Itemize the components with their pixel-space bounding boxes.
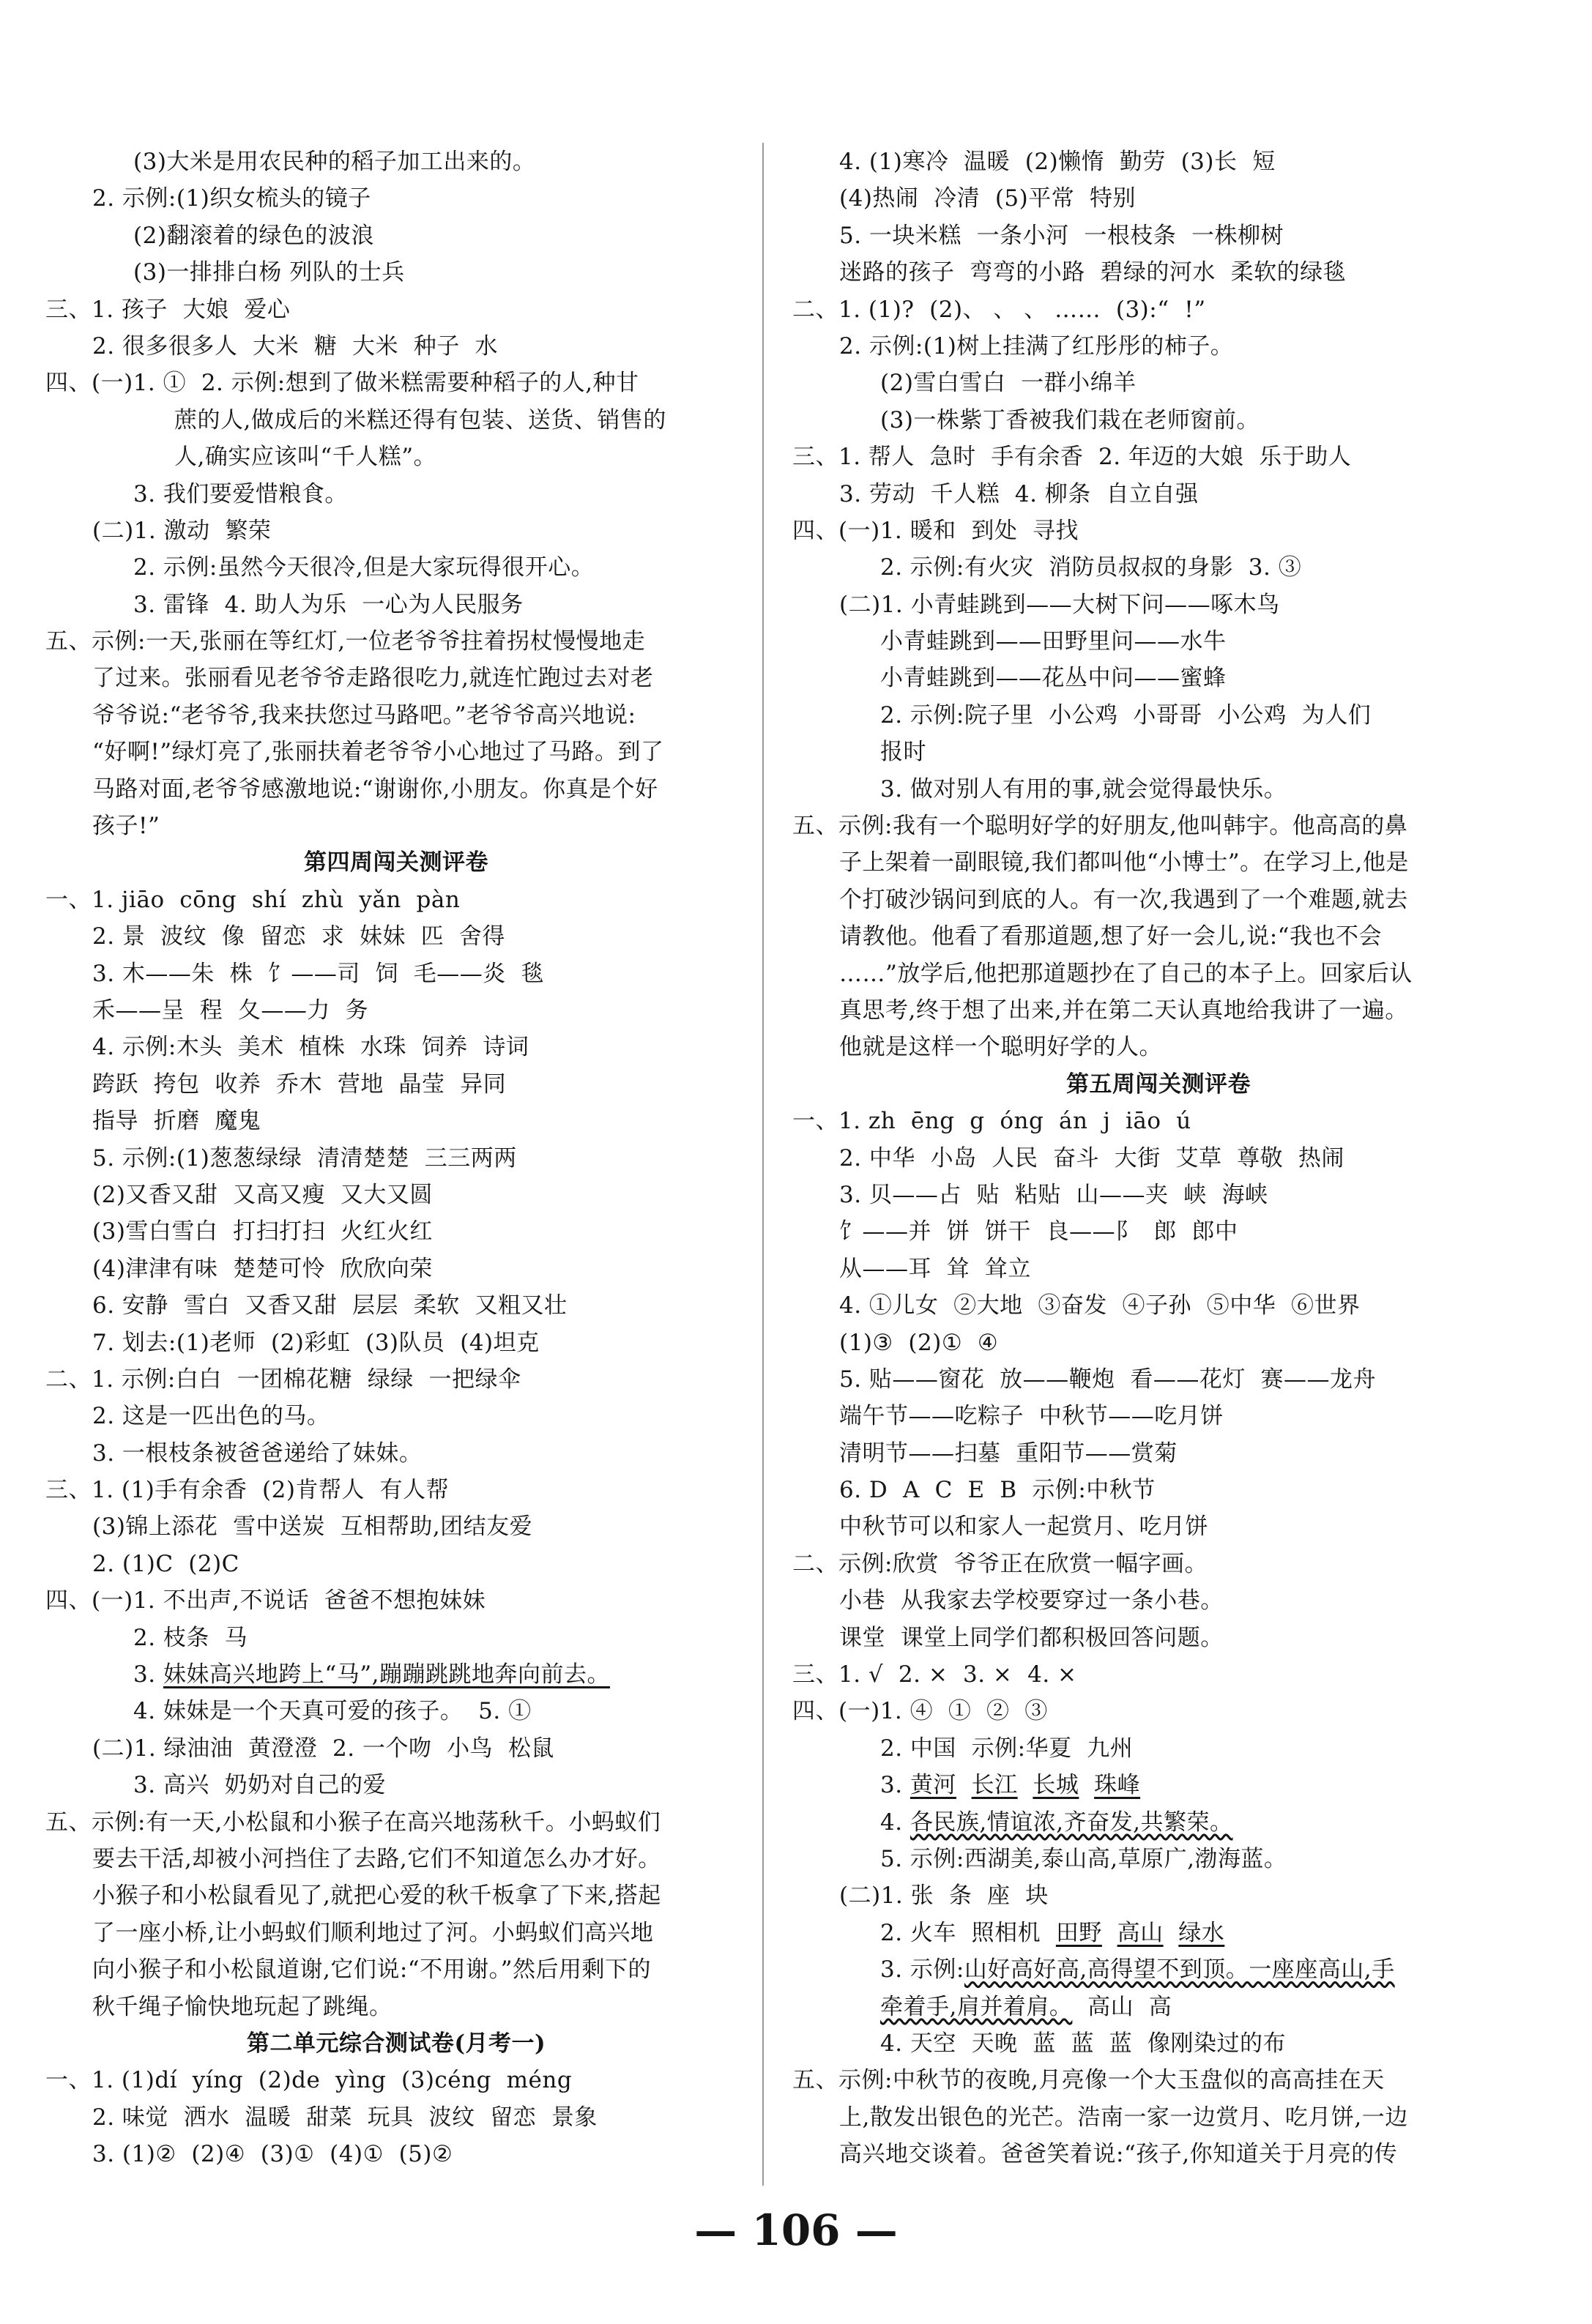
answer-line <box>792 513 1525 549</box>
answer-text: 2. 火车 照相机 <box>880 1919 1056 1946</box>
answer-line <box>45 1620 747 1656</box>
wavy-underlined-answer: 各民族,情谊浓,齐奋发,共繁荣。 <box>910 1809 1233 1836</box>
answer-text: 2. 示例:(1)织女梳头的镜子 <box>92 185 371 212</box>
right-column <box>792 144 1525 2172</box>
answer-line <box>45 1693 747 1729</box>
answer-line <box>45 623 747 660</box>
answer-line <box>45 291 747 328</box>
answer-line <box>792 918 1525 955</box>
answer-text: 3. 劳动 千人糕 4. 柳条 自立自强 <box>839 480 1199 507</box>
answer-text: 一、1. jiāo cōng shí zhù yǎn pàn <box>45 886 461 913</box>
answer-line <box>792 623 1525 660</box>
underlined-answer: 妹妹高兴地跨上“马”,蹦蹦跳跳地奔向前去。 <box>163 1661 610 1688</box>
answer-text: 从——耳 耸 耸立 <box>839 1255 1031 1282</box>
answer-line <box>45 992 747 1029</box>
answer-text: 要去干活,却被小河挡住了去路,它们不知道怎么办才好。 <box>92 1845 661 1872</box>
answer-line <box>792 1140 1525 1177</box>
answer-line <box>792 1546 1525 1582</box>
answer-text <box>1079 1772 1094 1798</box>
answer-text: 二、示例:欣赏 爷爷正在欣赏一幅字画。 <box>792 1550 1208 1577</box>
answer-line <box>792 1435 1525 1472</box>
left-column <box>45 144 747 2172</box>
answer-line <box>45 2062 747 2098</box>
answer-line <box>45 476 747 513</box>
answer-line <box>792 1730 1525 1767</box>
answer-text: 清明节——扫墓 重阳节——赏菊 <box>839 1440 1178 1467</box>
answer-line <box>45 549 747 586</box>
answer-line <box>45 1767 747 1803</box>
answer-text: 4. 妹妹是一个天真可爱的孩子。 5. ① <box>133 1698 532 1725</box>
answer-text: 第二单元综合测试卷(月考一) <box>246 2030 546 2057</box>
answer-text <box>1164 1920 1179 1946</box>
answer-text: 第四周闯关测评卷 <box>304 849 488 876</box>
answer-text: 中秋节可以和家人一起赏月、吃月饼 <box>839 1513 1208 1541</box>
answer-text <box>956 1772 972 1798</box>
answer-text: 个打破沙锅问到底的人。有一次,我遇到了一个难题,就去 <box>839 886 1408 913</box>
answer-text: (3)锦上添花 雪中送炭 互相帮助,团结友爱 <box>92 1513 533 1541</box>
answer-text: 爷爷说:“老爷爷,我来扶您过马路吧。”老爷爷高兴地说: <box>92 701 636 729</box>
answer-line <box>792 1951 1525 1988</box>
answer-line <box>45 1841 747 1877</box>
answer-text: 饣——并 饼 饼干 良——阝 郎 郎中 <box>839 1218 1238 1245</box>
answer-line <box>45 328 747 365</box>
answer-line <box>45 254 747 291</box>
answer-line <box>45 1325 747 1361</box>
answer-text: (2)雪白雪白 一群小绵羊 <box>880 370 1137 397</box>
answer-text: 高兴地交谈着。爸爸笑着说:“孩子,你知道关于月亮的传 <box>839 2141 1398 2168</box>
answer-line <box>45 1177 747 1213</box>
answer-line <box>45 1472 747 1508</box>
answer-line <box>792 2025 1525 2062</box>
answer-line <box>792 2062 1525 2098</box>
answer-line <box>45 2136 747 2172</box>
answer-text: 3. 雷锋 4. 助人为乐 一心为人民服务 <box>133 591 524 618</box>
answer-text: 3. 木——朱 株 饣——司 饲 毛——炎 毯 <box>92 960 544 987</box>
answer-line <box>792 660 1525 696</box>
answer-text: 5. 示例:(1)葱葱绿绿 清清楚楚 三三两两 <box>92 1144 517 1172</box>
answer-line <box>45 586 747 623</box>
answer-text: (2)又香又甜 又高又瘦 又大又圆 <box>92 1181 433 1208</box>
answer-line <box>792 1398 1525 1434</box>
answer-line <box>45 1582 747 1619</box>
answer-text: 三、1. (1)手有余香 (2)肯帮人 有人帮 <box>45 1477 450 1504</box>
answer-line <box>792 365 1525 401</box>
underlined-answer: 长江 <box>971 1772 1018 1799</box>
answer-line <box>792 586 1525 623</box>
answer-text: 五、示例:一天,张丽在等红灯,一位老爷爷拄着拐杖慢慢地走 <box>45 628 646 655</box>
answer-line <box>792 956 1525 992</box>
answer-text: 报时 <box>880 739 926 766</box>
answer-text: 3. 贝——占 贴 粘贴 山——夹 峡 海峡 <box>839 1181 1268 1208</box>
answer-text: “好啊!”绿灯亮了,张丽扶着老爷爷小心地过了马路。到了 <box>92 739 664 766</box>
wavy-underlined-answer: 山好高好高,高得望不到顶。一座座高山,手 <box>964 1956 1395 1984</box>
answer-text: (二)1. 张 条 座 块 <box>839 1882 1049 1910</box>
answer-line <box>792 1508 1525 1545</box>
answer-text: 2. 中华 小岛 人民 奋斗 大街 艾草 尊敬 热闹 <box>839 1144 1344 1172</box>
answer-line <box>792 439 1525 475</box>
answer-text: 端午节——吃粽子 中秋节——吃月饼 <box>839 1403 1224 1430</box>
answer-line <box>45 1140 747 1177</box>
answer-line <box>45 1804 747 1841</box>
answer-text: 五、示例:我有一个聪明好学的好朋友,他叫韩宇。他高高的鼻 <box>792 813 1408 840</box>
answer-line <box>792 180 1525 217</box>
answer-line <box>45 1656 747 1693</box>
answer-line <box>45 956 747 992</box>
answer-line <box>792 1804 1525 1841</box>
answer-line <box>45 697 747 734</box>
answer-line <box>792 882 1525 918</box>
answer-text: (4)津津有味 楚楚可怜 欣欣向荣 <box>92 1255 433 1282</box>
answer-text: 一、1. (1)dí yíng (2)de yìng (3)céng méng <box>45 2067 573 2094</box>
answer-line <box>792 1841 1525 1877</box>
answer-text: 四、(一)1. 暖和 到处 寻找 <box>792 517 1079 544</box>
answer-text: 2. 示例:(1)树上挂满了红彤彤的柿子。 <box>839 332 1234 360</box>
answer-line <box>792 1877 1525 1914</box>
answer-line <box>792 1177 1525 1213</box>
answer-text: 3. 一根枝条被爸爸递给了妹妹。 <box>92 1440 423 1467</box>
answer-line <box>45 513 747 549</box>
underlined-answer: 绿水 <box>1178 1919 1225 1946</box>
answer-text: 五、示例:有一天,小松鼠和小猴子在高兴地荡秋千。小蚂蚁们 <box>45 1809 661 1836</box>
answer-text: 了一座小桥,让小蚂蚁们顺利地过了河。小蚂蚁们高兴地 <box>92 1919 654 1946</box>
answer-text <box>1018 1772 1033 1798</box>
answer-line <box>792 1620 1525 1656</box>
answer-text: 2. 很多很多人 大米 糖 大米 种子 水 <box>92 332 498 360</box>
answer-line <box>792 402 1525 439</box>
answer-text: 4. ①儿女 ②大地 ③奋发 ④子孙 ⑤中华 ⑥世界 <box>839 1292 1361 1319</box>
answer-text: 5. 贴——窗花 放——鞭炮 看——花灯 赛——龙舟 <box>839 1366 1377 1393</box>
answer-text: 二、1. 示例:白白 一团棉花糖 绿绿 一把绿伞 <box>45 1366 521 1393</box>
answer-line <box>45 1029 747 1065</box>
answer-line <box>45 1361 747 1398</box>
answer-text: 2. 枝条 马 <box>133 1624 248 1651</box>
answer-text: 三、1. 帮人 急时 手有余香 2. 年迈的大娘 乐于助人 <box>792 444 1352 471</box>
answer-line <box>45 365 747 401</box>
answer-line <box>45 771 747 808</box>
answer-line <box>45 1103 747 1139</box>
underlined-answer: 珠峰 <box>1094 1772 1141 1799</box>
answer-text: 4. 天空 天晚 蓝 蓝 蓝 像刚染过的布 <box>880 2030 1286 2057</box>
answer-text: 蔗的人,做成后的米糕还得有包装、送货、销售的 <box>174 406 666 433</box>
answer-text: (二)1. 激动 繁荣 <box>92 517 272 544</box>
answer-line <box>792 697 1525 734</box>
answer-line <box>792 1213 1525 1250</box>
answer-line <box>792 2136 1525 2172</box>
answer-line <box>792 1915 1525 1951</box>
answer-text: (3)一排排白杨 列队的士兵 <box>133 259 405 286</box>
answer-line <box>792 808 1525 844</box>
answer-line <box>45 1251 747 1287</box>
answer-text: 3. 高兴 奶奶对自己的爱 <box>133 1772 387 1799</box>
answer-text: (3)大米是用农民种的稻子加工出来的。 <box>133 149 536 175</box>
answer-text: 3. 做对别人有用的事,就会觉得最快乐。 <box>880 775 1287 802</box>
answer-text: 6. 安静 雪白 又香又甜 层层 柔软 又粗又壮 <box>92 1292 568 1319</box>
answer-text: 2. 示例:有火灾 消防员叔叔的身影 3. ③ <box>880 554 1302 581</box>
answer-line <box>45 1398 747 1434</box>
answer-text: ……”放学后,他把那道题抄在了自己的本子上。回家后认 <box>839 960 1413 987</box>
underlined-answer: 田野 <box>1055 1919 1102 1946</box>
answer-text: 4. 示例:木头 美术 植株 水珠 饲养 诗词 <box>92 1034 529 1061</box>
answer-text: 四、(一)1. ④ ① ② ③ <box>792 1698 1048 1725</box>
answer-line <box>792 1251 1525 1287</box>
answer-text: 马路对面,老爷爷感激地说:“谢谢你,小朋友。你真是个好 <box>92 775 658 802</box>
answer-text: 4. (1)寒冷 温暖 (2)懒惰 勤劳 (3)长 短 <box>839 149 1276 175</box>
answer-line <box>792 1656 1525 1693</box>
underlined-answer: 黄河 <box>910 1772 956 1799</box>
section-title <box>792 1066 1525 1103</box>
answer-line <box>45 1915 747 1951</box>
answer-line <box>792 1472 1525 1508</box>
answer-text: 3. (1)② (2)④ (3)① (4)① (5)② <box>92 2141 453 2168</box>
answer-text: 高山 高 <box>1072 1993 1172 2020</box>
answer-text: 请教他。他看了看那道题,想了好一会儿,说:“我也不会 <box>839 923 1382 950</box>
answer-text: 2. 景 波纹 像 留恋 求 妹妹 匹 舍得 <box>92 923 505 950</box>
answer-line <box>45 1877 747 1914</box>
answer-line <box>45 1730 747 1767</box>
answer-text: 一、1. zh ēng g óng án j iāo ú <box>792 1108 1191 1135</box>
underlined-answer: 高山 <box>1117 1919 1164 1946</box>
answer-text: 真思考,终于想了出来,并在第二天认真地给我讲了一遍。 <box>839 997 1408 1024</box>
answer-line <box>792 1582 1525 1619</box>
answer-text: 7. 划去:(1)老师 (2)彩虹 (3)队员 (4)坦克 <box>92 1329 540 1356</box>
answer-line <box>45 1435 747 1472</box>
answer-text: 了过来。张丽看见老爷爷走路很吃力,就连忙跑过去对老 <box>92 665 654 692</box>
answer-line <box>45 1546 747 1582</box>
answer-line <box>45 734 747 770</box>
page-number: — 106 — <box>694 2205 898 2255</box>
answer-text: 小青蛙跳到——花丛中问——蜜蜂 <box>880 665 1227 692</box>
answer-line <box>792 1029 1525 1065</box>
answer-line <box>792 144 1525 180</box>
answer-text: 他就是这样一个聪明好学的人。 <box>839 1034 1162 1061</box>
answer-line <box>45 1066 747 1103</box>
answer-line <box>792 734 1525 770</box>
answer-text: 6. D A C E B 示例:中秋节 <box>839 1477 1156 1504</box>
answer-line <box>45 402 747 439</box>
answer-text: 2. 示例:院子里 小公鸡 小哥哥 小公鸡 为人们 <box>880 701 1372 729</box>
answer-line <box>792 1325 1525 1361</box>
answer-text: 五、示例:中秋节的夜晚,月亮像一个大玉盘似的高高挂在天 <box>792 2067 1385 2094</box>
wavy-underlined-answer: 牵着手,肩并着肩。 <box>880 1993 1073 2020</box>
answer-text: 向小猴子和小松鼠道谢,它们说:“不用谢。”然后用剩下的 <box>92 1956 651 1984</box>
answer-text: 小巷 从我家去学校要穿过一条小巷。 <box>839 1587 1224 1614</box>
answer-line <box>792 254 1525 291</box>
answer-line <box>792 291 1525 328</box>
answer-text: 小猴子和小松鼠看见了,就把心爱的秋千板拿了下来,搭起 <box>92 1882 661 1910</box>
answer-text: 2. (1)C (2)C <box>92 1550 239 1577</box>
answer-line <box>792 771 1525 808</box>
answer-text: (3)雪白雪白 打扫打扫 火红火红 <box>92 1218 433 1245</box>
answer-text: (二)1. 小青蛙跳到——大树下问——啄木鸟 <box>839 591 1280 618</box>
answer-line <box>792 476 1525 513</box>
answer-text: 2. 这是一匹出色的马。 <box>92 1403 330 1430</box>
answer-text: 4. <box>880 1809 910 1836</box>
answer-text: 2. 中国 示例:华夏 九州 <box>880 1735 1134 1762</box>
answer-text: 3. <box>133 1661 163 1688</box>
answer-text: 孩子!” <box>92 813 160 840</box>
answer-text: 第五周闯关测评卷 <box>1066 1070 1251 1098</box>
answer-text: 四、(一)1. 不出声,不说话 爸爸不想抱妹妹 <box>45 1587 486 1614</box>
answer-text: 上,散发出银色的光芒。浩南一家一边赏月、吃月饼,一边 <box>839 2104 1408 2131</box>
answer-text: 3. 示例: <box>880 1956 964 1984</box>
answer-line <box>792 1103 1525 1139</box>
answer-text: 2. 味觉 洒水 温暖 甜菜 玩具 波纹 留恋 景象 <box>92 2104 598 2131</box>
answer-text: (4)热闹 冷清 (5)平常 特别 <box>839 185 1136 212</box>
answer-line <box>792 1287 1525 1324</box>
answer-line <box>792 217 1525 254</box>
answer-line <box>792 992 1525 1029</box>
answer-line <box>45 660 747 696</box>
answer-text: 5. 示例:西湖美,泰山高,草原广,渤海蓝。 <box>880 1845 1287 1872</box>
answer-line <box>45 918 747 955</box>
answer-text: (2)翻滚着的绿色的波浪 <box>133 222 374 249</box>
answer-line <box>45 1989 747 2025</box>
answer-text: 2. 示例:虽然今天很冷,但是大家玩得很开心。 <box>133 554 595 581</box>
answer-text: 三、1. 孩子 大娘 爱心 <box>45 296 291 323</box>
answer-text: 四、(一)1. ① 2. 示例:想到了做米糕需要种稻子的人,种甘 <box>45 370 639 397</box>
answer-line <box>792 1767 1525 1803</box>
section-title <box>45 2025 747 2062</box>
column-divider <box>762 143 764 2186</box>
answer-text: 子上架着一副眼镜,我们都叫他“小博士”。在学习上,他是 <box>839 849 1409 876</box>
answer-line <box>792 844 1525 881</box>
answer-text: (3)一株紫丁香被我们栽在老师窗前。 <box>880 406 1260 433</box>
answer-text: 课堂 课堂上同学们都积极回答问题。 <box>839 1624 1224 1651</box>
answer-text: 人,确实应该叫“千人糕”。 <box>174 444 437 471</box>
answer-line <box>792 328 1525 365</box>
answer-line <box>792 1989 1525 2025</box>
answer-line <box>45 808 747 844</box>
answer-line <box>45 2099 747 2136</box>
answer-text: 跨跃 挎包 收养 乔木 营地 晶莹 异同 <box>92 1070 507 1098</box>
answer-text: 3. <box>880 1772 910 1799</box>
answer-text: 二、1. (1)? (2)、 、 、 …… (3):“ !” <box>792 296 1206 323</box>
answer-text: 小青蛙跳到——田野里问——水牛 <box>880 628 1227 655</box>
answer-text: 指导 折磨 魔鬼 <box>92 1108 261 1135</box>
answer-line <box>792 1693 1525 1729</box>
answer-text: (二)1. 绿油油 黄澄澄 2. 一个吻 小鸟 松鼠 <box>92 1735 554 1762</box>
section-title <box>45 844 747 881</box>
answer-line <box>45 217 747 254</box>
answer-text: 迷路的孩子 弯弯的小路 碧绿的河水 柔软的绿毯 <box>839 259 1347 286</box>
answer-line <box>792 1361 1525 1398</box>
answer-line <box>45 882 747 918</box>
answer-line <box>45 1213 747 1250</box>
answer-line <box>45 1508 747 1545</box>
answer-line <box>792 2099 1525 2136</box>
answer-line <box>45 439 747 475</box>
answer-text: 3. 我们要爱惜粮食。 <box>133 480 348 507</box>
answer-text: (1)③ (2)① ④ <box>839 1329 999 1356</box>
answer-line <box>45 180 747 217</box>
answer-text: 三、1. √ 2. × 3. × 4. × <box>792 1661 1077 1688</box>
answer-text: 5. 一块米糕 一条小河 一根枝条 一株柳树 <box>839 222 1284 249</box>
answer-line <box>45 1287 747 1324</box>
answer-line <box>792 549 1525 586</box>
answer-text <box>1102 1920 1117 1946</box>
answer-line <box>45 1951 747 1988</box>
answer-line <box>45 144 747 180</box>
answer-text: 禾——呈 程 夂——力 务 <box>92 997 369 1024</box>
answer-text: 秋千绳子愉快地玩起了跳绳。 <box>92 1993 393 2020</box>
underlined-answer: 长城 <box>1033 1772 1079 1799</box>
